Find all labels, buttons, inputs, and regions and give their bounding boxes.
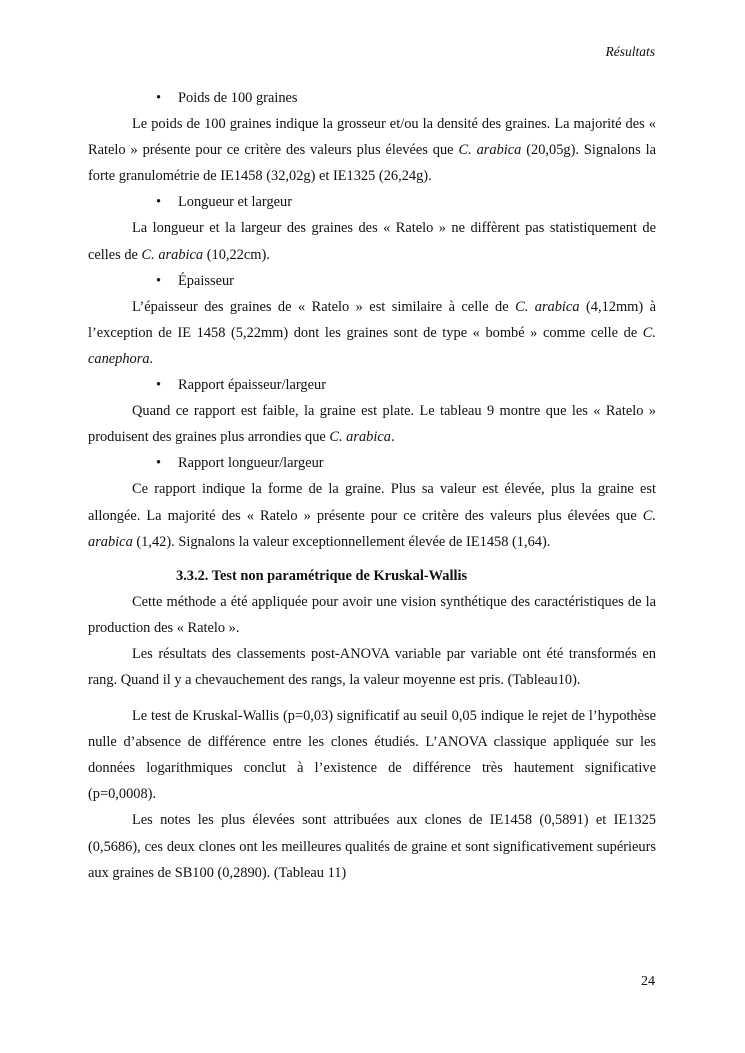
running-header: Résultats	[605, 44, 655, 59]
bullet-item	[88, 189, 656, 215]
paragraph: Cette méthode a été appliquée pour avoir une vision synthétique des caractéristiques de la production des « Ratelo ».	[88, 593, 656, 636]
bullet-icon: •	[156, 272, 162, 289]
species-name: C. arabica	[515, 298, 580, 315]
bullet-icon: •	[156, 90, 162, 106]
species-name: C. arabica	[88, 507, 656, 550]
bullet-icon: •	[156, 455, 162, 472]
section-heading: 3.3.2. Test non paramétrique de Kruskal-Wallis	[176, 567, 468, 584]
bullet-label: Rapport longueur/largeur	[178, 455, 324, 472]
paragraph: Le poids de 100 graines indique la grosseur et/ou la densité des graines. La majorité des « Ratelo » présente pour ce critère des valeurs plus élevées que C. arabica (20,05g). Signalons la forte granulométrie de IE1458 (32,02g) et IE1325 (26,24g).	[88, 116, 656, 185]
paragraph: Ce rapport indique la forme de la graine. Plus sa valeur est élevée, plus la graine est allongée. La majorité des « Ratelo » présente pour ce critère des valeurs plus élevées que C. arabica (1,42). Signalons la valeur exceptionnellement élevée de IE1458 (1,64).	[88, 481, 656, 550]
species-name: C. canephora	[88, 324, 656, 367]
bullet-label: Rapport épaisseur/largeur	[178, 377, 326, 394]
bullet-icon: •	[156, 377, 162, 394]
page-number: 24	[641, 974, 655, 989]
bullet-icon: •	[156, 194, 162, 211]
body-text	[88, 85, 656, 886]
bullet-item	[88, 372, 656, 398]
paragraph: Les résultats des classements post-ANOVA variable par variable ont été transformés en rang. Quand il y a chevauchement des rangs, la valeur moyenne est pris. (Tableau10).	[88, 645, 656, 688]
species-name: C. arabica	[329, 429, 391, 446]
bullet-label: Épaisseur	[178, 272, 234, 289]
species-name: C. arabica	[141, 246, 204, 263]
species-name: C. arabica	[458, 142, 522, 159]
bullet-item	[88, 85, 656, 111]
paragraph: La longueur et la largeur des graines des « Ratelo » ne diffèrent pas statistiquement de celles de C. arabica (10,22cm).	[88, 220, 656, 263]
bullet-item	[88, 450, 656, 476]
bullet-label: Longueur et largeur	[178, 194, 293, 211]
paragraph: L’épaisseur des graines de « Ratelo » est similaire à celle de C. arabica (4,12mm) à l’exception de IE 1458 (5,22mm) dont les graines sont de type « bombé » comme celle de C. canephora.	[88, 298, 656, 367]
bullet-label: Poids de 100 graines	[178, 90, 298, 106]
bullet-item	[88, 268, 656, 294]
paragraph: Les notes les plus élevées sont attribuées aux clones de IE1458 (0,5891) et IE1325 (0,5686), ces deux clones ont les meilleures qualités de graine et sont significativement supérieurs aux graines de SB100 (0,2890). (Tableau 11)	[88, 812, 656, 881]
paragraph: Le test de Kruskal-Wallis (p=0,03) significatif au seuil 0,05 indique le rejet de l’hypothèse nulle d’absence de différence entre les clones étudiés. L’ANOVA classique appliquée sur les données logarithmiques conclut à l’existence de différence très hautement significative (p=0,0008).	[88, 708, 656, 803]
paragraph: Quand ce rapport est faible, la graine est plate. Le tableau 9 montre que les « Ratelo » produisent des graines plus arrondies que C. arabica.	[88, 403, 656, 446]
